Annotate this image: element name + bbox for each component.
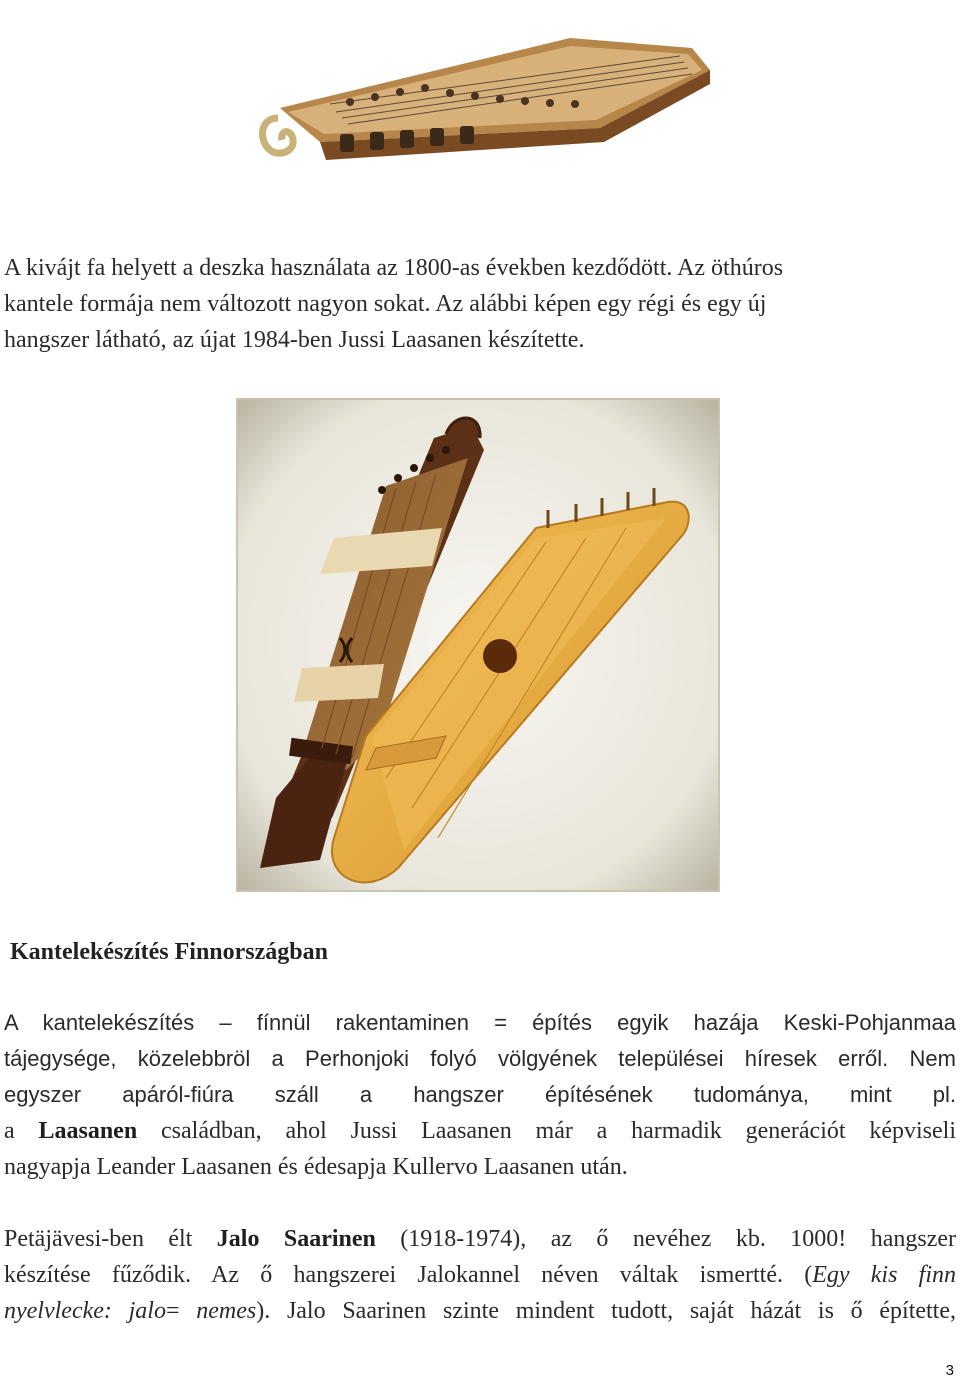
saarinen-line-2: készítése fűződik. Az ő hangszerei Jalokannel néven váltak ismertté. (Egy kis finn (4, 1262, 956, 1288)
laasanen-name: Laasanen (38, 1118, 138, 1144)
paragraph-intro (4, 250, 956, 358)
making-line-1: A kantelekészítés – fínnül rakentaminen = építés egyik hazája Keski-Pohjanmaa (4, 1010, 956, 1035)
intro-line-3: hangszer látható, az újat 1984-ben Jussi Laasanen készítette. (4, 327, 585, 353)
old-and-new-kantele-photo (236, 398, 720, 892)
top-kantele-photo (240, 0, 720, 185)
laasanen-line-2: nagyapja Leander Laasanen és édesapja Kullervo Laasanen után. (4, 1154, 628, 1180)
making-line-3: egyszer apáról-fiúra száll a hangszer építésének tudománya, mint pl. (4, 1082, 956, 1107)
page-number: 3 (945, 1362, 954, 1379)
intro-line-2: kantele formája nem változott nagyon sokat. Az alábbi képen egy régi és egy új (4, 291, 767, 317)
section-heading: Kantelekészítés Finnországban (10, 939, 328, 965)
paragraph-saarinen (4, 1221, 956, 1329)
making-line-2: tájegysége, közelebbröl a Perhonjoki folyó völgyének települései híresek erről. Nem (4, 1046, 956, 1071)
saarinen-line-3: nyelvlecke: jalo= nemes). Jalo Saarinen szinte mindent tudott, saját házát is ő építette, (4, 1298, 956, 1324)
saarinen-name: Jalo Saarinen (216, 1226, 376, 1252)
saarinen-line-1: Petäjävesi-ben élt Jalo Saarinen (1918-1974), az ő nevéhez kb. 1000! hangszer (4, 1226, 957, 1252)
paragraph-laasanen (4, 1113, 956, 1185)
laasanen-line-1: a Laasanen családban, ahol Jussi Laasanen már a harmadik generációt képviseli (4, 1118, 957, 1144)
paragraph-kantele-making (4, 1005, 956, 1113)
intro-line-1: A kivájt fa helyett a deszka használata az 1800-as években kezdődött. Az öthúros (4, 255, 784, 281)
